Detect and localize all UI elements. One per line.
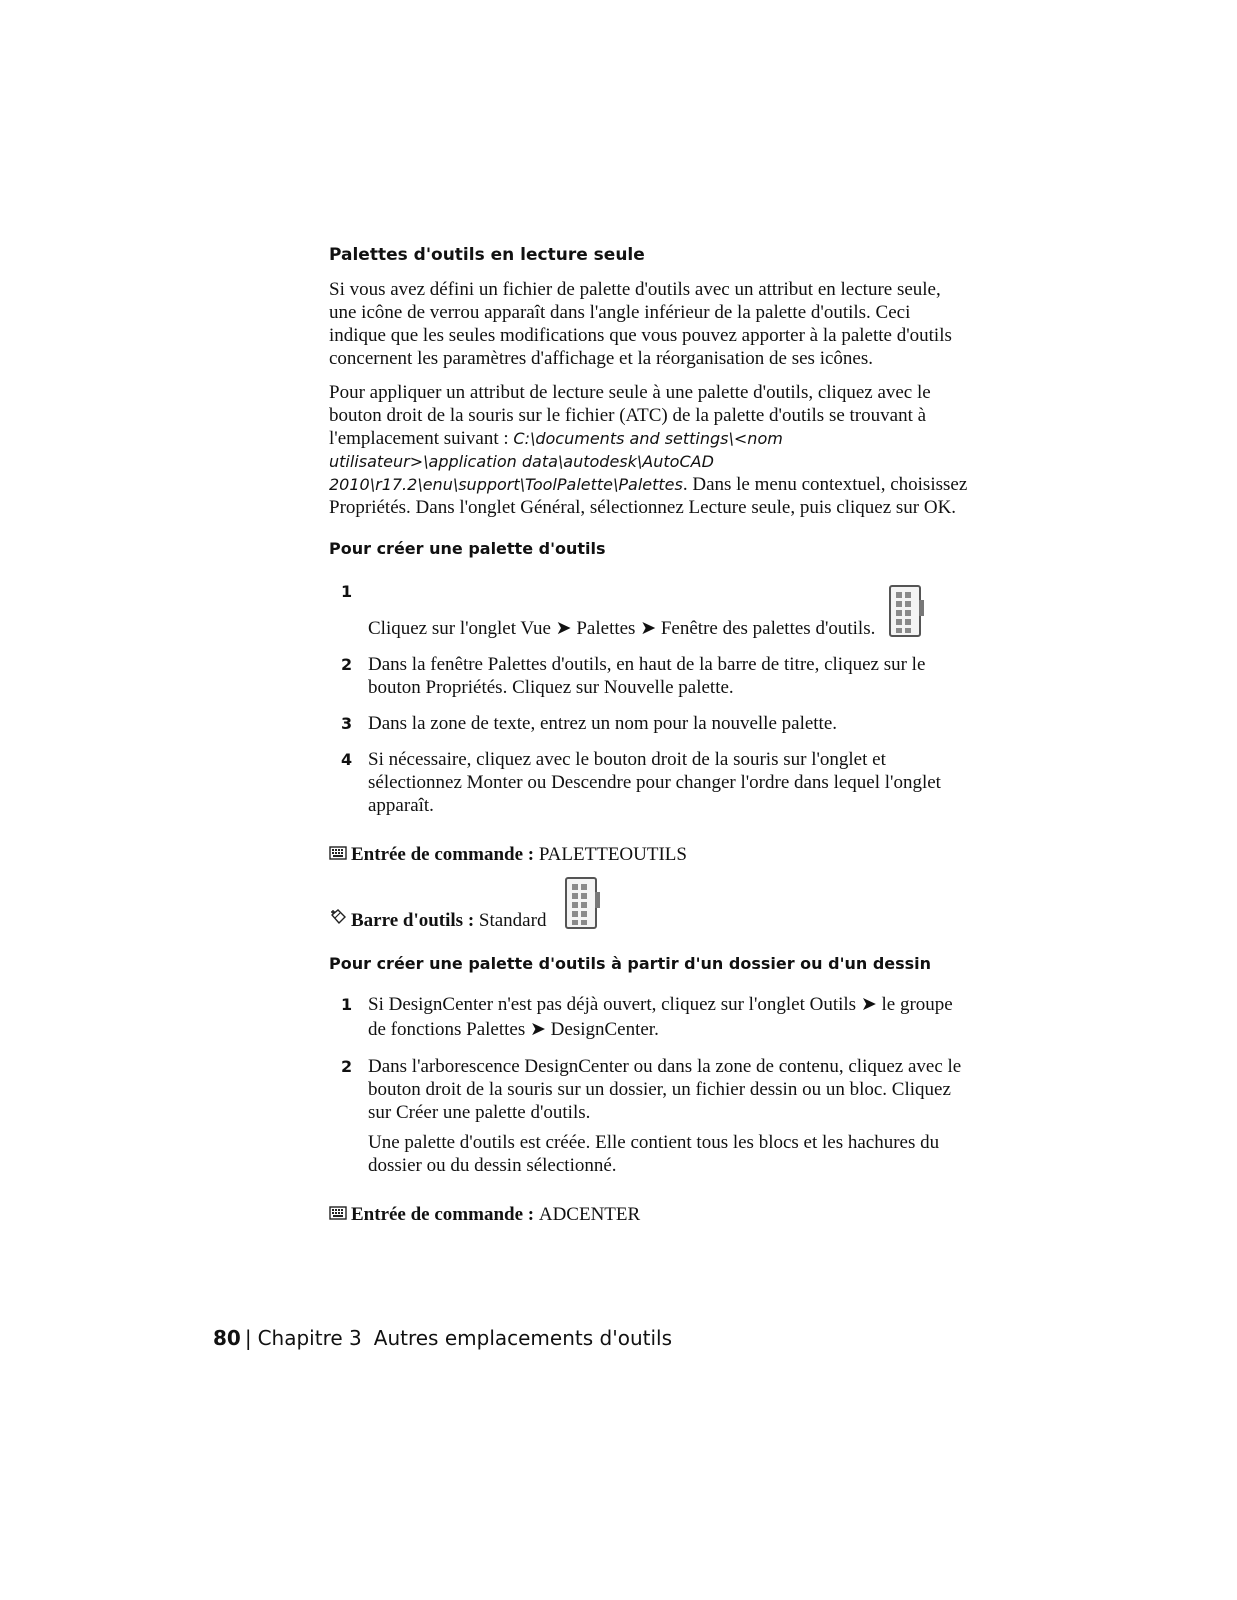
command-value: ADCENTER	[538, 1203, 641, 1225]
paragraph-text-start: Pour appliquer un attribut de lecture seule à une palette d'outils, cliquez avec le bouton droit de la souris sur le fichier (ATC) de la palette d'outils se trouvant à l'emplacement suivant :	[329, 382, 931, 450]
command-label: Entrée de commande :	[351, 1203, 535, 1225]
toolbar-value: Standard	[478, 909, 547, 931]
toolbar-icon	[329, 908, 347, 932]
list-item	[329, 1055, 969, 1177]
page-footer	[213, 1326, 672, 1350]
step-text: Dans la zone de texte, entrez un nom pour la nouvelle palette.	[368, 712, 838, 734]
step-text: Dans l'arborescence DesignCenter ou dans la zone de contenu, cliquez avec le bouton droit de la souris sur un dossier, un fichier dessin ou un bloc. Cliquez sur Créer une palette d'outils.	[368, 1055, 962, 1123]
step-text: Si DesignCenter n'est pas déjà ouvert, cliquez sur l'onglet Outils ➤ le groupe de fonctions Palettes ➤ DesignCenter.	[368, 993, 953, 1040]
toolbar-label: Barre d'outils :	[351, 909, 475, 931]
chapter-label: Chapitre 3	[257, 1326, 362, 1350]
tool-palette-icon	[564, 876, 602, 936]
list-item	[329, 748, 969, 817]
list-item	[329, 992, 969, 1042]
step-result-text: Une palette d'outils est créée. Elle contient tous les blocs et les hachures du dossier ou du dessin sélectionné.	[368, 1131, 940, 1176]
step-number: 3	[341, 713, 353, 733]
list-item	[329, 712, 969, 735]
command-entry-adcenter	[329, 1203, 969, 1226]
command-entry-paletteoutils	[329, 843, 969, 866]
chapter-title: Autres emplacements d'outils	[373, 1326, 672, 1350]
file-path: C:\documents and settings\<nom utilisateur>\application data\autodesk\AutoCAD 2010\r17.2\enu\support\ToolPalette\Palettes	[329, 429, 783, 495]
list-item	[329, 653, 969, 699]
command-value: PALETTEOUTILS	[538, 843, 687, 865]
step-number: 1	[341, 581, 353, 601]
procedure-heading-create-palette: Pour créer une palette d'outils	[329, 539, 606, 559]
section-heading: Palettes d'outils en lecture seule	[329, 245, 645, 265]
step-text: Cliquez sur l'onglet Vue ➤ Palettes ➤ Fenêtre des palettes d'outils.	[368, 617, 876, 639]
footer-separator: |	[244, 1326, 252, 1350]
step-text: Si nécessaire, cliquez avec le bouton droit de la souris sur l'onglet et sélectionnez Monter ou Descendre pour changer l'ordre dans lequel l'onglet apparaît.	[368, 748, 941, 816]
procedure1-steps	[329, 580, 969, 817]
procedure-heading-create-from-folder: Pour créer une palette d'outils à partir d'un dossier ou d'un dessin	[329, 953, 932, 973]
tool-palette-icon	[888, 584, 926, 644]
procedure2-steps	[329, 992, 969, 1177]
paragraph-text-end: . Dans le menu contextuel, choisissez Propriétés. Dans l'onglet Général, sélectionnez Lecture seule, puis cliquez sur OK.	[329, 474, 968, 519]
step-number: 4	[341, 749, 353, 769]
paragraph-read-only: Si vous avez défini un fichier de palette d'outils avec un attribut en lecture seule, une icône de verrou apparaît dans l'angle inférieur de la palette d'outils. Ceci indique que les seules modifications que vous pouvez apporter à la palette d'outils concernent les paramètres d'affichage et la réorganisation de ses icônes.	[329, 279, 952, 370]
paragraph-apply-attribute	[329, 381, 969, 519]
step-text: Dans la fenêtre Palettes d'outils, en haut de la barre de titre, cliquez sur le bouton Propriétés. Cliquez sur Nouvelle palette.	[368, 653, 926, 698]
step-number: 1	[341, 994, 353, 1014]
keyboard-icon	[329, 1203, 347, 1226]
step-number: 2	[341, 654, 353, 674]
page-content	[329, 244, 969, 1226]
command-label: Entrée de commande :	[351, 843, 535, 865]
page-number: 80	[213, 1326, 241, 1350]
list-item	[329, 580, 969, 640]
toolbar-entry-standard	[329, 872, 969, 932]
step-number: 2	[341, 1056, 353, 1076]
keyboard-icon	[329, 843, 347, 866]
